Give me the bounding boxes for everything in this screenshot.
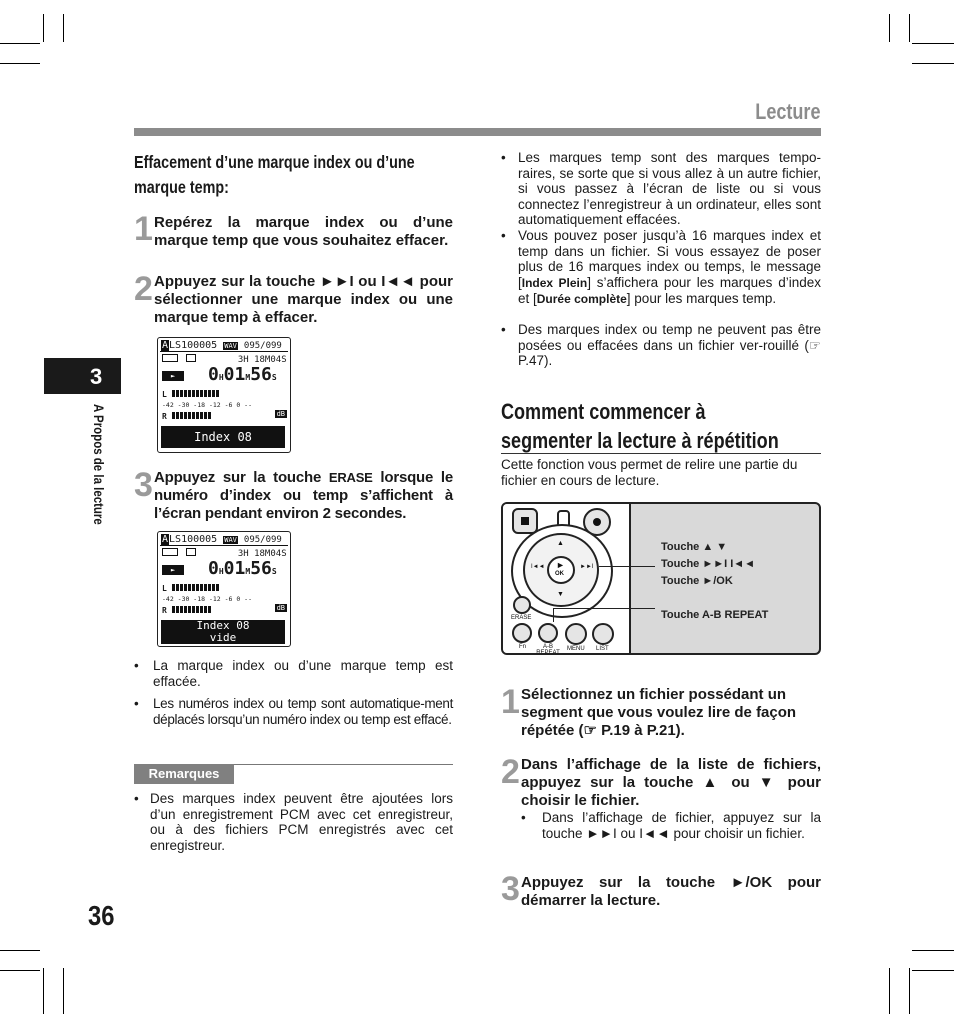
level-meter-l: L bbox=[162, 584, 220, 593]
lcd-time-h: 0 bbox=[208, 558, 219, 579]
left-heading-line2: marque temp: bbox=[134, 177, 229, 197]
step-text: Appuyez sur la touche ►/OK pour démarrer la lecture. bbox=[521, 874, 821, 909]
callout-skip: Touche ►►I I◄◄ bbox=[661, 558, 756, 570]
play-icon: ► bbox=[162, 565, 184, 575]
lcd-m-unit: M bbox=[245, 373, 251, 382]
step-text bbox=[154, 469, 453, 523]
step-number: 3 bbox=[501, 870, 520, 908]
list-item: • Dans l’affichage de fichier, appuyez sur la touche ►►I ou I◄◄ pour choisir un fichier. bbox=[521, 810, 821, 841]
lcd-line bbox=[160, 545, 288, 546]
menu-button bbox=[565, 623, 587, 645]
erase-key: ERASE bbox=[328, 470, 373, 485]
play-icon: ► bbox=[162, 371, 184, 381]
rewind-icon: I◄◄ bbox=[531, 564, 545, 570]
level-meter-r: R bbox=[162, 412, 212, 421]
ok-label: OK bbox=[555, 571, 564, 577]
step-text: Dans l’affichage de la liste de fichiers, appuyez sur la touche ▲ ou ▼ pour choisir le fichier. bbox=[521, 756, 821, 809]
list-item: • Vous pouvez poser jusqu’à 16 marques index et temp dans un fichier. Si vous essayez de poser plus de 16 marques index ou temps, le message [Index Plein] s’affichera pour les marques d’index et [Durée complète] pour les marques temp. bbox=[501, 228, 821, 307]
remarks-item: • Des marques index peuvent être ajoutées lors d’un enregistrement PCM avec cet enregistreur, ou à des fichiers PCM enregistrés avec cet enregistreur. bbox=[134, 791, 453, 853]
step-text: Sélectionnez un fichier possédant un segment que vous voulez lire de façon répétée (☞ P.19 à P.21). bbox=[521, 686, 797, 739]
message-duree-complete: Durée complète bbox=[536, 292, 627, 307]
down-arrow-icon: ▼ bbox=[557, 591, 564, 598]
up-arrow-icon: ▲ bbox=[557, 540, 564, 547]
crop-mark bbox=[889, 968, 890, 1014]
lcd-counter: 095/099 bbox=[243, 535, 282, 545]
intro-text: Cette fonction vous permet de relire une partie du fichier en cours de lecture. bbox=[501, 457, 798, 488]
bullet-text: Des marques index peuvent être ajoutées lors d’un enregistrement PCM avec cet enregistreur, ou à des fichiers PCM enregistrés avec cet enregistreur. bbox=[150, 791, 453, 853]
step-number: 1 bbox=[134, 210, 153, 248]
bullet-text bbox=[518, 228, 821, 308]
lcd-message-line1: Index 08 bbox=[196, 619, 250, 632]
list-item: • La marque index ou d’une marque temp est effacée. bbox=[134, 658, 453, 689]
lcd-remain: 3H 18M04S bbox=[237, 355, 287, 365]
crop-mark bbox=[912, 970, 954, 971]
lcd-screen bbox=[157, 337, 291, 453]
crop-mark bbox=[912, 43, 954, 44]
step-number: 1 bbox=[501, 683, 520, 721]
callout-up-down: Touche ▲ ▼ bbox=[661, 541, 728, 553]
left-heading bbox=[134, 150, 415, 200]
lcd-s-unit: S bbox=[271, 373, 277, 382]
fn-label: Fn bbox=[519, 644, 527, 650]
bullet-text: Les numéros index ou temp sont automatique-ment déplacés lorsqu’un numéro index ou temp est effacé. bbox=[153, 696, 453, 727]
fn-button bbox=[512, 623, 532, 643]
crop-mark bbox=[0, 970, 40, 971]
bullet-text: La marque index ou d’une marque temp est effacée. bbox=[153, 658, 453, 689]
remarks-label: Remarques bbox=[134, 764, 234, 784]
right-heading-line2: segmenter la lecture à répétition bbox=[501, 428, 779, 453]
right-heading-line1: Comment commencer à bbox=[501, 399, 706, 424]
heading-rule bbox=[501, 453, 821, 454]
chapter-title: A Propos de la lecture bbox=[91, 404, 107, 525]
list-item: • Les marques temp sont des marques tempo-raires, se sorte que si vous allez à un autre fichier, si vous passez à l’écran de liste ou si vous connectez l’enregistreur à un ordinateur, elles sont automatiquement effacées. bbox=[501, 150, 821, 228]
crop-mark bbox=[43, 968, 44, 1014]
step-text: Appuyez sur la touche ►►I ou I◄◄ pour sélectionner une marque index ou une marque temp à effacer. bbox=[154, 273, 453, 326]
chapter-tab bbox=[44, 358, 121, 394]
folder-icon: A bbox=[162, 340, 169, 351]
step3-pre: Appuyez sur la touche bbox=[154, 469, 329, 486]
chapter-number: 3 bbox=[90, 364, 103, 389]
menu-label: MENU bbox=[567, 646, 585, 652]
crop-mark bbox=[912, 950, 954, 951]
lcd-m-unit: M bbox=[245, 567, 251, 576]
bullet-post: ] pour les marques temp. bbox=[626, 291, 777, 307]
lcd-scale: -42 -30 -18 -12 -6 0 -- bbox=[162, 401, 253, 409]
lcd-file: LS100005 bbox=[169, 534, 218, 545]
level-meter-r: R bbox=[162, 606, 212, 615]
crop-mark bbox=[912, 63, 954, 64]
list-label: LIST bbox=[596, 646, 609, 652]
erase-button bbox=[513, 596, 531, 614]
lcd-remain: 3H 18M04S bbox=[237, 549, 287, 559]
lcd-message-line2: vide bbox=[209, 631, 237, 644]
lcd-counter: 095/099 bbox=[243, 341, 282, 351]
bullet-text: Les marques temp sont des marques tempo-raires, se sorte que si vous allez à un autre fichier, si vous passez à l’écran de liste ou si vous connectez l’enregistreur à un ordinateur, elles sont automatiquement effacées. bbox=[518, 150, 821, 228]
crop-mark bbox=[909, 968, 910, 1014]
bullet-text: Dans l’affichage de fichier, appuyez sur la touche ►►I ou I◄◄ pour choisir un fichier. bbox=[542, 810, 821, 841]
leader-line bbox=[553, 608, 554, 622]
leader-line bbox=[553, 608, 655, 609]
message-index-plein: Index Plein bbox=[521, 275, 588, 290]
step-text: Repérez la marque index ou d’une marque temp que vous souhaitez effacer. bbox=[154, 214, 453, 249]
device-illustration bbox=[501, 502, 821, 655]
lcd-db: dB bbox=[276, 410, 285, 418]
bullet-mid: ] s’affichera pour les marques d’index et [ bbox=[518, 274, 821, 307]
lcd-file: LS100005 bbox=[169, 340, 218, 351]
crop-mark bbox=[0, 63, 40, 64]
callout-ab-repeat: Touche A-B REPEAT bbox=[661, 609, 769, 621]
lcd-message bbox=[161, 620, 285, 644]
lcd-time-s: 56 bbox=[250, 364, 272, 385]
crop-mark bbox=[0, 43, 40, 44]
leader-line bbox=[599, 566, 655, 567]
crop-mark bbox=[889, 14, 890, 42]
crop-mark bbox=[63, 968, 64, 1014]
lcd-time-m: 01 bbox=[223, 558, 246, 579]
step-number: 2 bbox=[134, 270, 153, 308]
crop-mark bbox=[909, 14, 910, 42]
callout-play-ok: Touche ►/OK bbox=[661, 575, 733, 587]
play-ok-icon: ► bbox=[556, 560, 565, 570]
mic-icon bbox=[186, 354, 196, 362]
lcd-time-s: 56 bbox=[250, 558, 272, 579]
lcd-h-unit: H bbox=[218, 567, 224, 576]
ab-repeat-button bbox=[538, 623, 558, 643]
step-number: 2 bbox=[501, 753, 520, 791]
section-title: Lecture bbox=[754, 99, 820, 124]
crop-mark bbox=[43, 14, 44, 42]
left-heading-line1: Effacement d’une marque index ou d’une bbox=[134, 152, 415, 172]
lcd-s-unit: S bbox=[271, 567, 277, 576]
lcd-time bbox=[208, 559, 277, 582]
right-heading bbox=[501, 397, 779, 455]
erase-label: ERASE bbox=[511, 615, 532, 621]
level-meter-l: L bbox=[162, 390, 220, 399]
lcd-screen bbox=[157, 531, 291, 647]
battery-icon bbox=[162, 548, 178, 556]
lcd-format: WAV bbox=[224, 342, 237, 350]
list-item: • Les numéros index ou temp sont automatique-ment déplacés lorsqu’un numéro index ou temp est effacé. bbox=[134, 696, 453, 727]
step-number: 3 bbox=[134, 466, 153, 504]
page-number: 36 bbox=[88, 900, 115, 931]
list-button bbox=[592, 623, 614, 645]
lcd-time bbox=[208, 365, 277, 388]
header-rule bbox=[134, 128, 821, 136]
lcd-time-m: 01 bbox=[223, 364, 246, 385]
bullet-pre: Vous pouvez poser jusqu’à 16 marques index et temp dans un fichier. Si vous essayez de poser plus de 16 marques index ou temps, le message [ bbox=[518, 228, 821, 290]
step3-post: lorsque le numéro d’index ou temp s’affichent à l’écran pendant environ 2 secondes. bbox=[154, 469, 454, 522]
lcd-h-unit: H bbox=[218, 373, 224, 382]
bullet-text: Des marques index ou temp ne peuvent pas être posées ou effacées dans un fichier ver-rouillé (☞ P.47). bbox=[518, 322, 821, 369]
folder-icon: A bbox=[162, 534, 169, 545]
lcd-format: WAV bbox=[224, 536, 237, 544]
battery-icon bbox=[162, 354, 178, 362]
remarks-rule bbox=[234, 764, 453, 765]
lcd-line bbox=[160, 351, 288, 352]
ab-repeat-label: A-B REPEAT bbox=[536, 644, 560, 655]
crop-mark bbox=[0, 950, 40, 951]
crop-mark bbox=[63, 14, 64, 42]
lcd-message: Index 08 bbox=[161, 426, 285, 448]
fast-forward-icon: ►►I bbox=[580, 564, 594, 570]
lcd-time-h: 0 bbox=[208, 364, 219, 385]
lcd-db: dB bbox=[276, 604, 285, 612]
lcd-scale: -42 -30 -18 -12 -6 0 -- bbox=[162, 595, 253, 603]
mic-icon bbox=[186, 548, 196, 556]
list-item: • Des marques index ou temp ne peuvent pas être posées ou effacées dans un fichier ver-rouillé (☞ P.47). bbox=[501, 322, 821, 369]
